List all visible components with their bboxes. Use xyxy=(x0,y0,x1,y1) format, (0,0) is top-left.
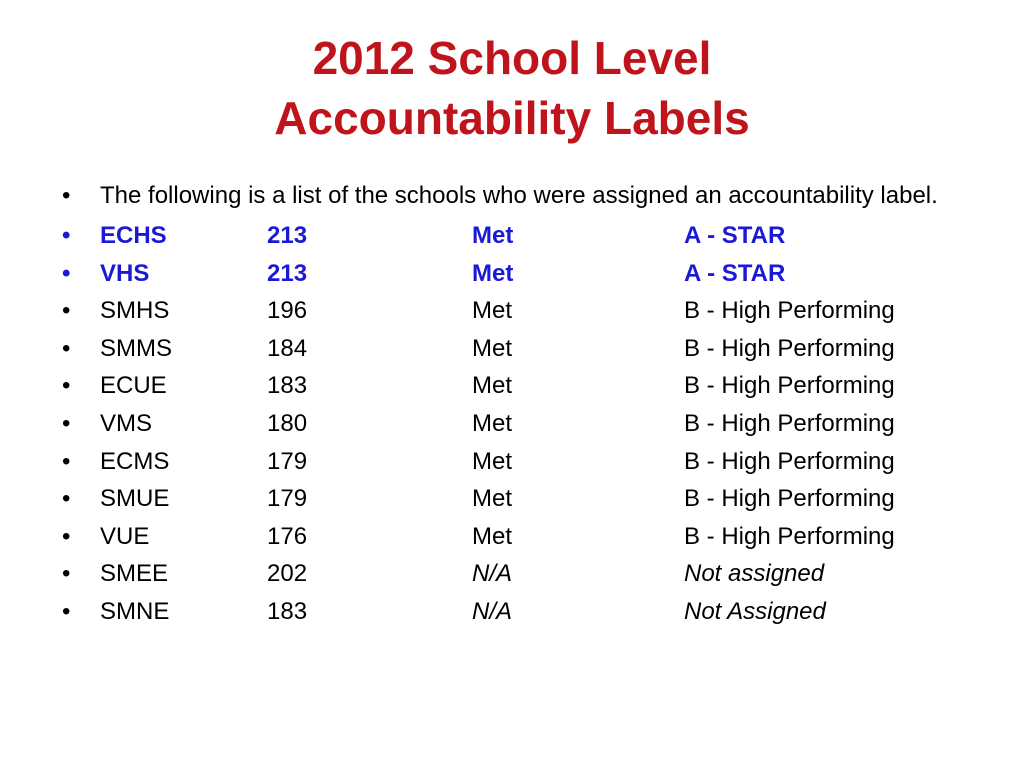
bullet-icon: • xyxy=(62,259,71,287)
school-status: Met xyxy=(472,222,514,249)
school-name: VUE xyxy=(100,522,150,550)
school-label: B - High Performing xyxy=(684,372,895,400)
school-name: SMMS xyxy=(100,334,172,362)
bullet-icon: • xyxy=(62,522,71,550)
school-name: VMS xyxy=(100,409,153,437)
school-name: ECMS xyxy=(100,447,170,475)
school-label: B - High Performing xyxy=(684,297,895,325)
slide-title xyxy=(0,28,1024,148)
school-label: B - High Performing xyxy=(684,485,895,513)
school-status: Met xyxy=(472,372,513,400)
school-row-smee xyxy=(62,555,982,593)
school-status: Met xyxy=(472,409,513,437)
school-row-vms xyxy=(62,405,982,443)
school-name: ECHS xyxy=(100,222,167,249)
school-score: 202 xyxy=(267,560,308,588)
school-score: 213 xyxy=(267,222,308,249)
school-name: SMEE xyxy=(100,560,169,588)
school-row-smne xyxy=(62,593,982,631)
school-score: 183 xyxy=(267,372,308,400)
bullet-icon: • xyxy=(62,182,71,209)
school-name: SMNE xyxy=(100,597,170,625)
school-row-ecue xyxy=(62,367,982,405)
school-score: 176 xyxy=(267,522,308,550)
bullet-list xyxy=(62,180,982,631)
school-status: Met xyxy=(472,485,513,513)
school-score: 180 xyxy=(267,409,308,437)
school-status: Met xyxy=(472,297,513,325)
school-name: SMHS xyxy=(100,297,170,325)
school-status: Met xyxy=(472,334,513,362)
school-status: Met xyxy=(472,447,513,475)
bullet-icon: • xyxy=(62,222,71,249)
school-row-vhs xyxy=(62,255,982,293)
school-status: N/A xyxy=(472,597,513,625)
school-label: A - STAR xyxy=(684,259,786,287)
school-status: Met xyxy=(472,522,513,550)
bullet-icon: • xyxy=(62,485,71,513)
school-name: SMUE xyxy=(100,485,170,513)
intro-text: The following is a list of the schools who were assigned an accountability label. xyxy=(100,182,938,209)
school-row-smhs xyxy=(62,292,982,330)
school-row-echs xyxy=(62,217,982,255)
school-name: VHS xyxy=(100,259,150,287)
school-score: 179 xyxy=(267,447,308,475)
school-score: 179 xyxy=(267,485,308,513)
school-name: ECUE xyxy=(100,372,167,400)
school-label: B - High Performing xyxy=(684,409,895,437)
school-label: B - High Performing xyxy=(684,334,895,362)
school-row-ecms xyxy=(62,443,982,481)
school-row-smms xyxy=(62,330,982,368)
bullet-icon: • xyxy=(62,560,71,588)
school-score: 213 xyxy=(267,259,308,287)
slide-title-line-2: Accountability Labels xyxy=(274,92,750,144)
bullet-icon: • xyxy=(62,297,71,325)
bullet-icon: • xyxy=(62,334,71,362)
bullet-icon: • xyxy=(62,447,71,475)
school-label: Not assigned xyxy=(684,560,825,588)
school-row-smue xyxy=(62,480,982,518)
school-status: Met xyxy=(472,259,514,287)
intro-bullet xyxy=(62,180,982,211)
bullet-icon: • xyxy=(62,372,71,400)
school-label: A - STAR xyxy=(684,222,786,249)
school-status: N/A xyxy=(472,560,513,588)
bullet-icon: • xyxy=(62,409,71,437)
school-row-vue xyxy=(62,518,982,556)
school-label: B - High Performing xyxy=(684,522,895,550)
school-score: 183 xyxy=(267,597,308,625)
slide-title-line-1: 2012 School Level xyxy=(312,32,712,84)
school-label: B - High Performing xyxy=(684,447,895,475)
school-score: 196 xyxy=(267,297,308,325)
bullet-icon: • xyxy=(62,597,71,625)
school-label: Not Assigned xyxy=(684,597,826,625)
school-score: 184 xyxy=(267,334,308,362)
